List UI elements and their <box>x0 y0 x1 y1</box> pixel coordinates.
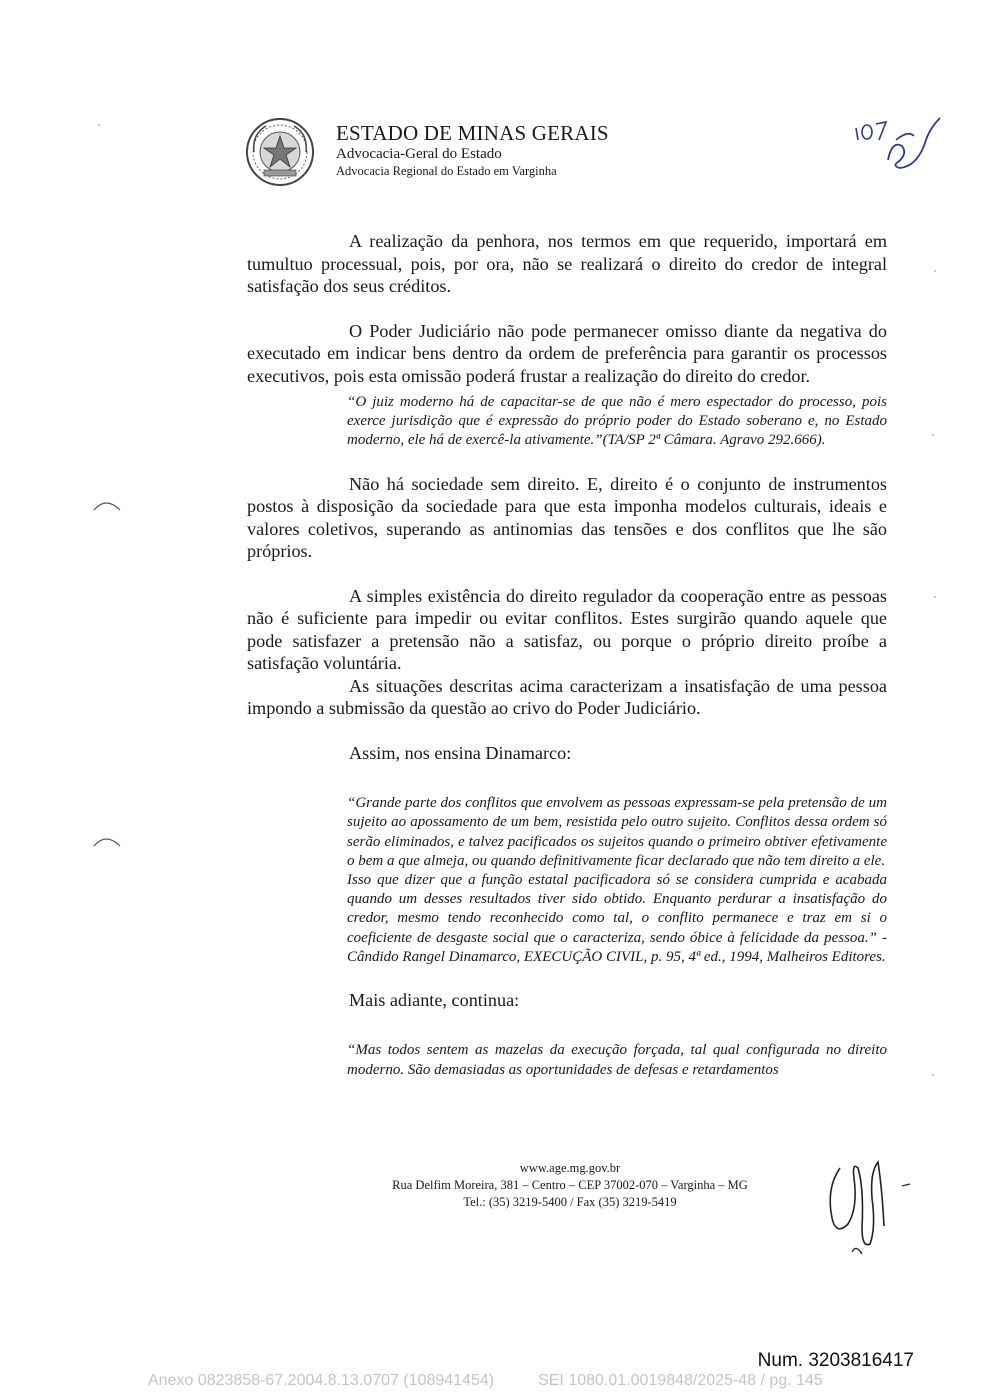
scan-speck <box>98 124 100 126</box>
block-quote: “Mas todos sentem as mazelas da execução forçada, tal qual configurada no direito moderno. São demasiadas as oportunidades de defesas e retardamentos <box>347 1042 887 1078</box>
paragraph: A simples existência do direito regulador da cooperação entre as pessoas não é suficiente para impedir ou evitar conflitos. Estes surgirão quando aquele que pode satisfazer a pretensão não a satisfaz, ou porque o próprio direito proíbe a satisfação voluntária. <box>247 585 887 674</box>
letterhead <box>336 121 609 179</box>
block-quote: “O juiz moderno há de capacitar-se de que não é mero espectador do processo, pois exerce jurisdição que é expressão do próprio poder do Estado soberano e, no Estado moderno, ele há de exercê-la ativamente.”(TA/SP 2ª Câmara. Agravo 292.666). <box>347 394 887 449</box>
document-number: Num. 3203816417 <box>757 1350 914 1371</box>
sei-reference: SEI 1080.01.0019848/2025-48 / pg. 145 <box>538 1372 823 1389</box>
document-body <box>247 230 887 1080</box>
scan-speck <box>934 270 936 272</box>
coat-of-arms-seal-icon <box>244 116 316 188</box>
block-quote: Isso que dizer que a função estatal pacificadora só se considera cumprida e acabada quando um desses resultados tiver sido obtido. Enquanto perdurar a insatisfação do credor, mesmo tendo reconhecido como tal, o conflito permanece e traz em si o coeficiente de desgaste social que o caracteriza, sendo óbice à felicidade da pessoa.” - Cândido Rangel Dinamarco, EXECUÇÃO CIVIL, p. 95, 4ª ed., 1994, Malheiros Editores. <box>347 871 887 965</box>
scan-speck <box>932 1074 934 1076</box>
annex-reference-line <box>148 1372 823 1390</box>
phone-text: Tel.: (35) 3219-5400 / Fax (35) 3219-5419 <box>463 1195 677 1209</box>
website-text: www.age.mg.gov.br <box>519 1161 621 1175</box>
paragraph: O Poder Judiciário não pode permanecer omisso diante da negativa do executado em indicar bens dentro da ordem de preferência para garantir os processos executivos, pois esta omissão poderá frustar a realização do direito do credor. <box>247 320 887 386</box>
punch-hole-mark <box>92 834 122 848</box>
handwritten-page-number <box>848 110 948 180</box>
paragraph: A realização da penhora, nos termos em que requerido, importará em tumultuo processual, pois, por ora, não se realizará o direito do credor de integral satisfação dos seus créditos. <box>247 231 887 296</box>
paragraph: Não há sociedade sem direito. E, direito é o conjunto de instrumentos postos à disposição da sociedade para que esta imponha modelos culturais, ideais e valores coletivos, superando as antinomias das tensões e dos conflitos que lhe são próprios. <box>247 473 887 562</box>
agency-name: Advocacia-Geral do Estado <box>336 146 502 162</box>
quote-intro: Assim, nos ensina Dinamarco: <box>349 742 572 763</box>
regional-office: Advocacia Regional do Estado em Varginha <box>336 164 557 178</box>
quote-intro: Mais adiante, continua: <box>349 989 520 1010</box>
paragraph: As situações descritas acima caracterizam a insatisfação de uma pessoa impondo a submissão da questão ao crivo do Poder Judiciário. <box>247 675 887 719</box>
scan-speck <box>932 434 934 436</box>
address-text: Rua Delfim Moreira, 381 – Centro – CEP 37002-070 – Varginha – MG <box>392 1178 748 1192</box>
annex-reference: Anexo 0823858-67.2004.8.13.0707 (108941454) <box>148 1372 495 1389</box>
punch-hole-mark <box>92 498 122 512</box>
state-title: ESTADO DE MINAS GERAIS <box>336 121 609 145</box>
letterhead-footer <box>340 1160 800 1211</box>
scan-speck <box>934 596 936 598</box>
block-quote: “Grande parte dos conflitos que envolvem as pessoas expressam-se pela pretensão de um sujeito ao apossamento de um bem, resistida pelo outro sujeito. Conflitos dessa ordem só serão eliminados, e talvez pacificados os sujeitos quando o primeiro obtiver efetivamente o bem a que almeja, ou quando definitivamente ficar declarado que não tem direito a ele. <box>347 795 887 869</box>
handwritten-signature <box>818 1148 918 1256</box>
